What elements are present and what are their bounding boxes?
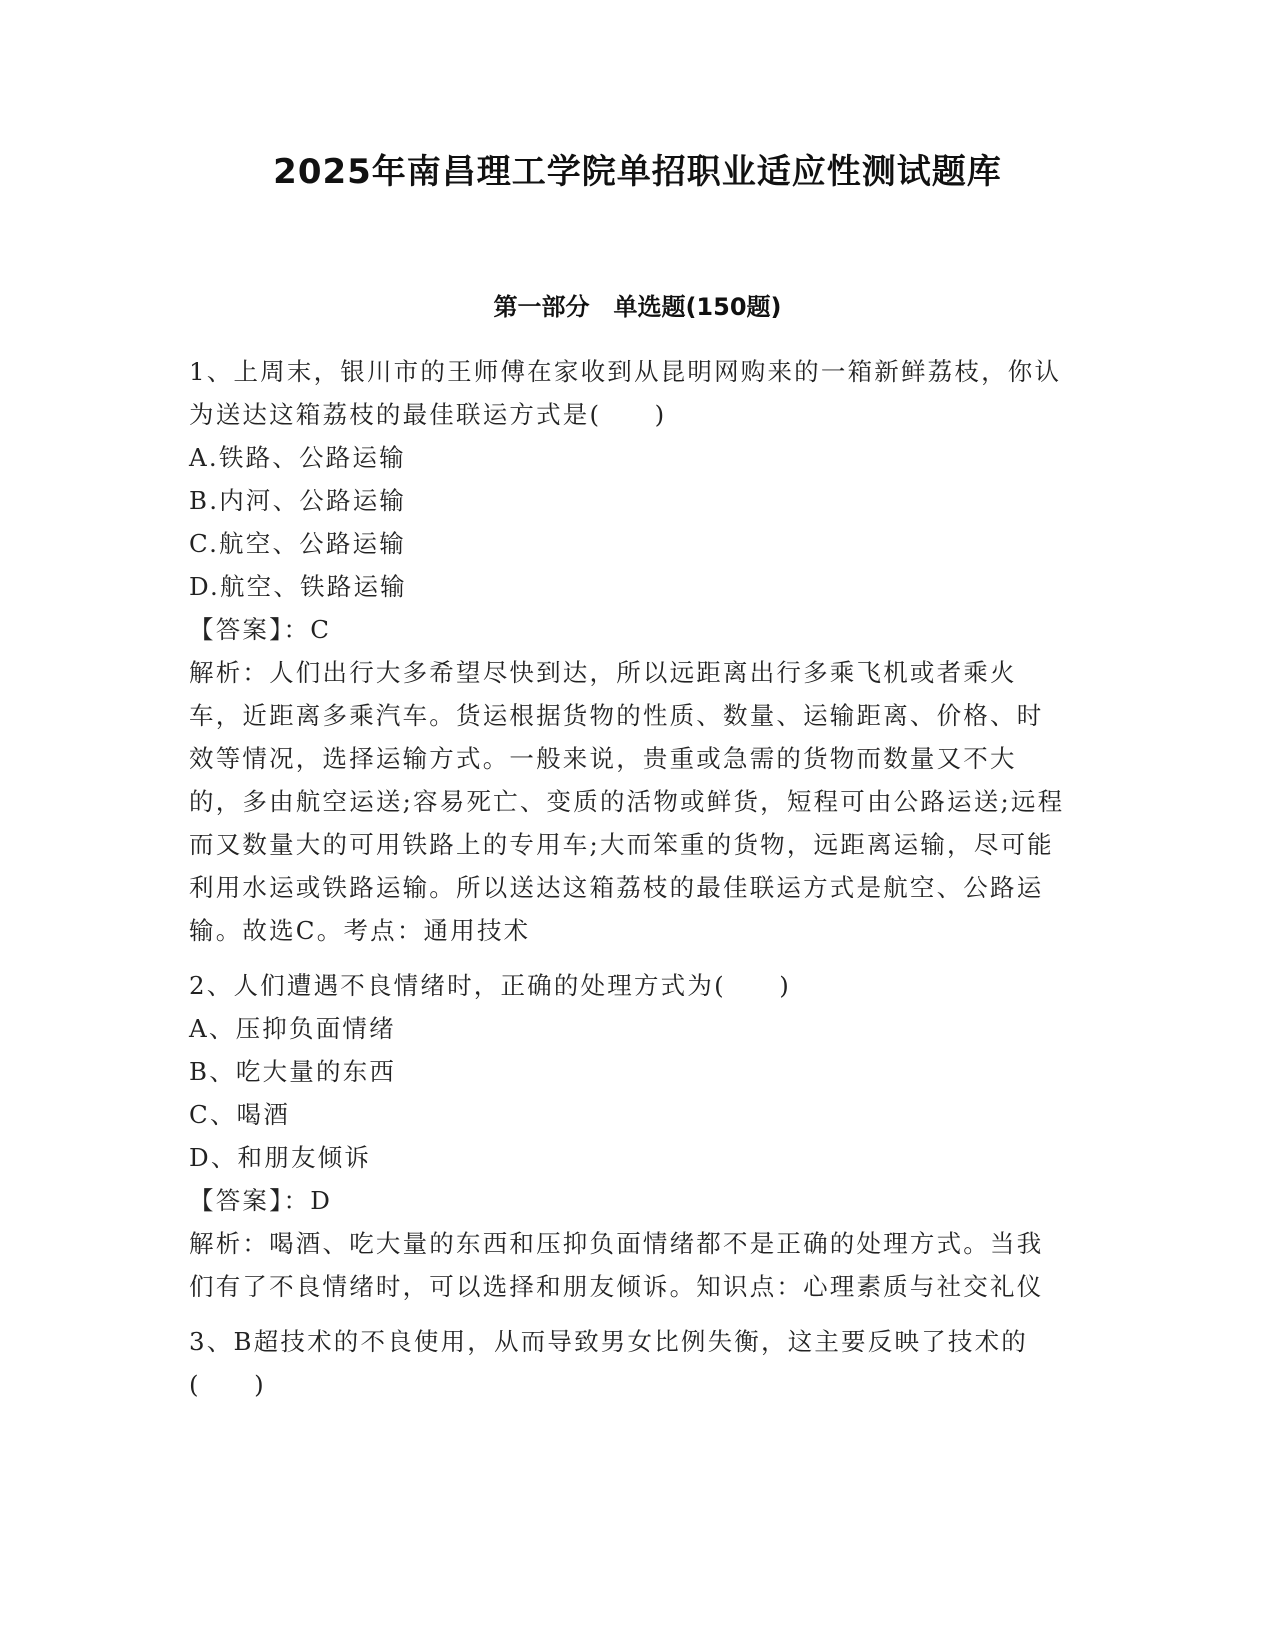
- analysis-text: 解析：喝酒、吃大量的东西和压抑负面情绪都不是正确的处理方式。当我们有了不良情绪时，可以选择和朋友倾诉。知识点：心理素质与社交礼仪: [189, 1229, 1044, 1301]
- question-stem: 1、上周末，银川市的王师傅在家收到从昆明网购来的一箱新鲜荔枝，你认为送达这箱荔枝的最佳联运方式是( ): [189, 357, 1062, 429]
- answer-line: 【答案】：D: [189, 1186, 333, 1215]
- option-d: D.航空、铁路运输: [189, 572, 407, 601]
- document-title: 2025年南昌理工学院单招职业适应性测试题库: [273, 152, 1002, 192]
- option-a: A.铁路、公路运输: [189, 443, 406, 472]
- option-d: D、和朋友倾诉: [189, 1143, 372, 1172]
- answer-line: 【答案】：C: [189, 615, 332, 644]
- option-c: C.航空、公路运输: [189, 529, 406, 558]
- option-b: B、吃大量的东西: [189, 1057, 397, 1086]
- section-heading: 第一部分 单选题(150题): [493, 293, 782, 321]
- option-c: C、喝酒: [189, 1100, 291, 1129]
- option-b: B.内河、公路运输: [189, 486, 407, 515]
- analysis-text: 解析：人们出行大多希望尽快到达，所以远距离出行多乘飞机或者乘火车，近距离多乘汽车。货运根据货物的性质、数量、运输距离、价格、时效等情况，选择运输方式。一般来说，贵重或急需的货物而数量又不大的，多由航空运送;容易死亡、变质的活物或鲜货，短程可由公路运送;远程而又数量大的可用铁路上的专用车;大而笨重的货物，远距离运输，尽可能利用水运或铁路运输。所以送达这箱荔枝的最佳联运方式是航空、公路运输。故选C。考点：通用技术: [189, 658, 1065, 945]
- question-stem: 2、人们遭遇不良情绪时，正确的处理方式为( ): [189, 971, 792, 1000]
- question-item: [189, 964, 1069, 1308]
- option-a: A、压抑负面情绪: [189, 1014, 396, 1043]
- question-item: [189, 1320, 1069, 1406]
- question-stem: 3、B超技术的不良使用，从而导致男女比例失衡，这主要反映了技术的( ): [189, 1327, 1028, 1399]
- question-item: [189, 350, 1069, 952]
- question-list: [189, 350, 1069, 1406]
